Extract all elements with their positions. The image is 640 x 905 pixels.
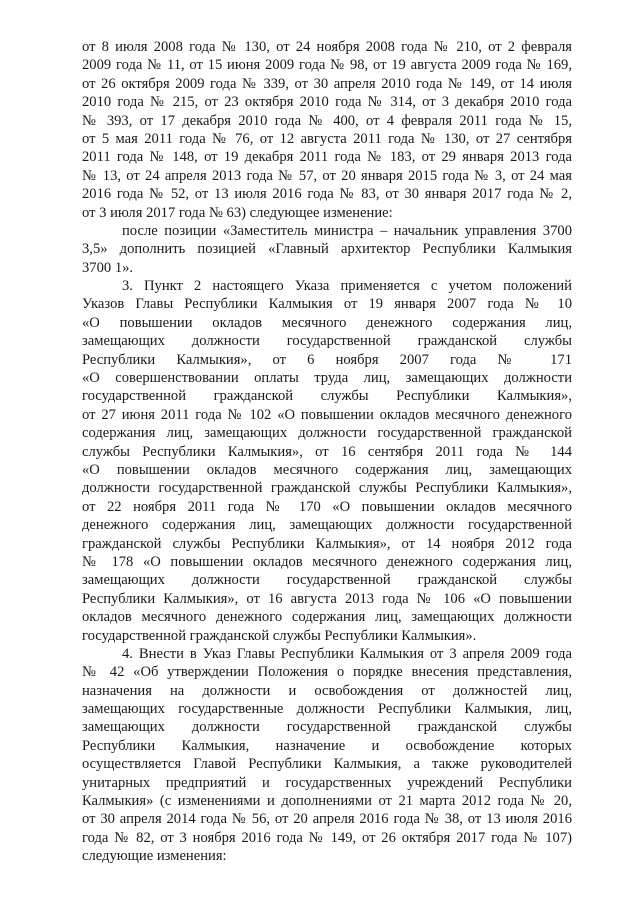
text-line: окладов месячного денежного содержания лиц, замещающих должности	[82, 609, 572, 626]
text-line: 3,5» дополнить позицией «Главный архитектор Республики Калмыкия	[82, 241, 572, 258]
text-line: № 178 «О повышении окладов месячного денежного содержания лиц,	[82, 553, 572, 570]
text-line: 4. Внести в Указ Главы Республики Калмыкия от 3 апреля 2009 года	[122, 645, 572, 662]
text-line: 2010 года № 215, от 23 октября 2010 года № 314, от 3 декабря 2010 года	[82, 94, 572, 111]
text-line: 2016 года № 52, от 13 июля 2016 года № 83, от 30 января 2017 года № 2,	[82, 186, 572, 203]
text-line: «О совершенствовании оплаты труда лиц, замещающих должности	[82, 370, 572, 387]
paragraph-amendments-list	[82, 38, 572, 222]
text-line: Калмыкия» (с изменениями и дополнениями от 21 марта 2012 года № 20,	[82, 793, 572, 810]
document-body	[82, 38, 572, 866]
text-line: после позиции «Заместитель министра – начальник управления 3700	[122, 222, 572, 239]
text-line: № 13, от 24 апреля 2013 года № 57, от 20 января 2015 года № 3, от 24 мая	[82, 167, 572, 184]
text-line: содержания лиц, замещающих должности государственной гражданской	[82, 425, 572, 442]
text-line: от 22 ноября 2011 года № 170 «О повышении окладов месячного	[82, 498, 572, 515]
text-line: денежного содержания лиц, замещающих должности государственной	[82, 517, 572, 534]
text-line: государственной гражданской службы Республики Калмыкия».	[82, 627, 477, 644]
text-line: Республики Калмыкия», от 6 ноября 2007 года № 171	[82, 351, 572, 368]
text-line: службы Республики Калмыкия», от 16 сентября 2011 года № 144	[82, 443, 572, 460]
text-line: от 26 октября 2009 года № 339, от 30 апреля 2010 года № 149, от 14 июля	[82, 75, 572, 92]
text-line: осуществляется Главой Республики Калмыкия, а также руководителей	[82, 756, 572, 773]
text-line: назначения на должности и освобождения от должностей лиц,	[82, 682, 572, 699]
text-line: «О повышении окладов месячного денежного содержания лиц,	[82, 314, 572, 331]
text-line: «О повышении окладов месячного содержания лиц, замещающих	[82, 461, 572, 478]
text-line: государственной гражданской службы Республики Калмыкия»,	[82, 388, 572, 405]
paragraph-insertion	[82, 222, 572, 277]
text-line: унитарных предприятий и государственных учреждений Республики	[82, 774, 572, 791]
text-line: от 3 июля 2017 года № 63) следующее изменение:	[82, 204, 393, 221]
text-line: 2009 года № 11, от 15 июня 2009 года № 98, от 19 августа 2009 года № 169,	[82, 57, 572, 74]
text-line: от 27 июня 2011 года № 102 «О повышении окладов месячного денежного	[82, 406, 572, 423]
text-line: 2011 года № 148, от 19 декабря 2011 года № 183, от 29 января 2013 года	[82, 149, 572, 166]
text-line: гражданской службы Республики Калмыкия», от 14 ноября 2012 года	[82, 535, 572, 552]
text-line: замещающих государственные должности Республики Калмыкия, лиц,	[82, 701, 572, 718]
text-line: 3. Пункт 2 настоящего Указа применяется с учетом положений	[122, 278, 572, 295]
paragraph-point-3	[82, 277, 572, 645]
text-line: следующие изменения:	[82, 848, 227, 865]
text-line: замещающих должности государственной гражданской службы	[82, 572, 572, 589]
text-line: должности государственной гражданской службы Республики Калмыкия»,	[82, 480, 572, 497]
text-line: 3700 1».	[82, 259, 134, 276]
text-line: № 393, от 17 декабря 2010 года № 400, от 4 февраля 2011 года № 15,	[82, 112, 572, 129]
paragraph-point-4	[82, 645, 572, 866]
text-line: замещающих должности государственной гражданской службы	[82, 333, 572, 350]
text-line: от 8 июля 2008 года № 130, от 24 ноября 2008 года № 210, от 2 февраля	[82, 39, 572, 55]
text-line: № 42 «Об утверждении Положения о порядке внесения представления,	[82, 664, 572, 681]
text-line: Указов Главы Республики Калмыкия от 19 января 2007 года № 10	[82, 296, 572, 313]
text-line: Республики Калмыкия», от 16 августа 2013 года № 106 «О повышении	[82, 590, 572, 607]
text-line: года № 82, от 3 ноября 2016 года № 149, от 26 октября 2017 года № 107)	[82, 829, 572, 846]
text-line: от 30 апреля 2014 года № 56, от 20 апреля 2016 года № 38, от 13 июля 2016	[82, 811, 572, 828]
text-line: от 5 мая 2011 года № 76, от 12 августа 2011 года № 130, от 27 сентября	[82, 130, 572, 147]
text-line: Республики Калмыкия, назначение и освобождение которых	[82, 737, 572, 754]
text-line: замещающих должности государственной гражданской службы	[82, 719, 572, 736]
